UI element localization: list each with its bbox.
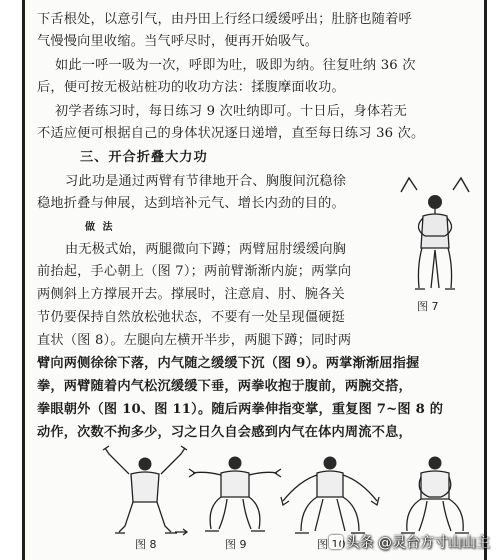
text-line: 节仍要保持自然放松弛状态，不要有一处呈现僵硬挺 — [37, 310, 345, 325]
figure-10-caption: 图 10 — [317, 538, 346, 551]
watermark-text: 头条 @灵台方寸山山主 — [345, 535, 490, 551]
section-heading: 三、开合折叠大力功 — [80, 150, 208, 165]
figure-10-illustration — [275, 445, 385, 540]
method-subheading: 做 法 — [85, 222, 115, 233]
watermark — [329, 532, 490, 552]
text-line: 前抬起，手心朝上（图 7）；两前臂渐渐内旋；两掌向 — [37, 264, 352, 279]
text-line: 气慢慢向里收缩。当气呼尽时，便再开始吸气。 — [37, 34, 319, 49]
text-line: 由无极式始，两腿微向下蹲；两臂屈肘缓缓向胸 — [65, 242, 347, 257]
toutiao-logo-icon — [329, 535, 343, 549]
text-line: 初学者练习时，每日练习 9 次吐纳即可。十日后，身体若无 — [55, 104, 408, 119]
text-line: 不适应便可根据自己的身体状况逐日递增，直至每日练习 36 次。 — [37, 126, 425, 141]
text-line: 如此一呼一吸为一次，呼即为吐，吸即为纳。往复吐纳 36 次 — [55, 58, 416, 73]
book-page — [22, 0, 487, 560]
figure-9-caption: 图 9 — [225, 538, 247, 551]
figure-7-illustration — [395, 170, 475, 300]
text-line: 两侧斜上方撑展开去。撑展时，注意肩、肘、腕各关 — [37, 287, 345, 302]
figure-9-illustration — [185, 445, 285, 540]
text-line: 后，便可按无极站桩功的收功方法：揉腹摩面收功。 — [37, 80, 345, 95]
text-line: 习此功是通过两臂有节律地开合、胸腹间沉稳徐 — [65, 174, 347, 189]
text-line: 下舌根处，以意引气，由丹田上行经口缓缓呼出；肚脐也随着呼 — [37, 12, 412, 27]
text-line: 直状（图 8）。左腿向左横开半步，两腿下蹲；同时两 — [37, 333, 352, 348]
text-line: 拳，两臂随着内气松沉缓缓下垂，两拳收抱于腹前，两腕交搭， — [37, 379, 412, 394]
text-line: 动作，次数不拘多少，习之日久自会感到内气在体内周流不息， — [37, 425, 412, 440]
text-line: 臂向两侧徐徐下落，内气随之缓缓下沉（图 9）。两掌渐渐屈指握 — [37, 356, 420, 371]
text-line: 稳地折叠与伸展，达到培补元气、增长内劲的目的。 — [37, 196, 345, 211]
figure-7-caption: 图 7 — [417, 300, 439, 313]
figure-8-caption: 图 8 — [135, 538, 157, 551]
figure-8-illustration — [95, 440, 195, 540]
text-line: 拳眼朝外（图 10、图 11）。随后两拳伸指变掌，重复图 7~图 8 的 — [37, 402, 444, 417]
figure-11-illustration — [385, 445, 485, 540]
